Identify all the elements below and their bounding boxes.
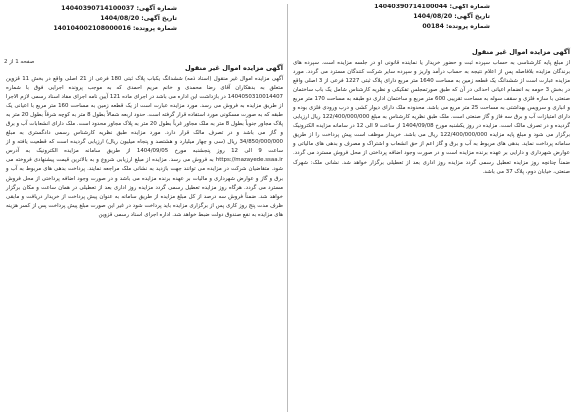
left-notice-meta [53,4,177,34]
right-notice-body: از مبلغ پایه کارشناسی به حساب سپرده ثبت و حضور خریدار یا نماینده قانونی او در جلسه مزایده است. سپرده های برندگان مزایده بلافاصله پس از اعلام نتیجه به حساب درآمد واریز و سپرده سایر شرکت کنندگان مسترد می گردد. مورد مزایده عبارت است از ششدانگ یک قطعه زمین به مساحت 1640 متر مربع دارای پلاک ثبتی 1227 فرعی از 3 اصلی واقع در بخش 3 حومه به انضمام اعیانی احداثی در آن که طبق صورتمجلس تفکیکی و نظریه کارشناس شامل یک باب ساختمان صنعتی با سازه فلزی و سقف سوله به مساحت تقریبی 600 متر مربع و ساختمان اداری دو طبقه به مساحت 170 متر مربع و انباری و سرویس بهداشتی به مساحت 25 متر مربع می باشد. محدوده ملک دارای دیوار کشی و درب ورودی فلزی بوده و دارای امتیازات آب و برق سه فاز و گاز صنعتی است. ملک طبق نظریه کارشناس به مبلغ 122/400/000/000 ریال ارزیابی گردیده و در تصرف مالک است. مزایده در روز یکشنبه مورخ 1404/09/08 از ساعت 9 الی 12 در سامانه مزایده الکترونیک برگزار می شود و مبلغ پایه مزایده 122/400/000/000 ریال می باشد. خریدار موظف است پیش پرداخت را از طریق سامانه پرداخت نماید. بدهی های مربوط به آب و برق و گاز اعم از حق انشعاب و اشتراک و مصرف و بدهی های مالیاتی و عوارض شهرداری و دارایی بر عهده برنده مزایده است و در صورت وجود اضافه پرداختی از محل فروش مسترد می گردد. ضمناً چنانچه روز مزایده تعطیل رسمی گردد مزایده روز اداری بعد از تعطیلی برگزار خواهد شد. نشانی ملک: شهرک صنعتی، خیابان دوم، پلاک 37 می باشد. [293,60,571,175]
left-page-label: صفحه 1 از 2 [4,59,35,65]
left-notice-column [4,4,285,414]
right-notice-number: شماره آگهی: 14040390714100044 [374,4,490,10]
right-file-number: شماره پرونده: 00184 [422,23,490,30]
left-notice-number: شماره آگهی: 14040390714100037 [61,5,177,12]
left-notice-body: آگهی مزایده اموال غیر منقول (اسناد ذمه) ششدانگ یکباب پلاک ثبتی 180 فرعی از 21 اصلی واقع در بخش 11 قزوین متعلق به بدهکاران آقای رضا محمدی و خانم مریم احمدی که به موجب پرونده اجرایی فوق با شماره 1404050310014407 در بازداشت این اداره می باشد در اجرای ماده 121 آیین نامه اجرای مفاد اسناد رسمی لازم الاجرا از طریق مزایده به فروش می رسد. مورد مزایده عبارت است از یک قطعه زمین به مساحت 160 متر مربع با اعیانی یک طبقه که به صورت مسکونی مورد استفاده قرار گرفته است. حدود اربعه شمالاً بطول 8 متر به کوچه شرقاً بطول 20 متر به پلاک مجاور جنوباً بطول 8 متر به ملک مجاور غرباً بطول 20 متر به پلاک مجاور محدود است. ملک دارای انشعابات آب و برق و گاز می باشد و در تصرف مالک قرار دارد. مورد مزایده طبق نظریه کارشناس رسمی دادگستری به مبلغ 34/850/000/000 ریال (سی و چهار میلیارد و هشتصد و پنجاه میلیون ریال) ارزیابی گردیده است که قطعیت یافته و از ساعت 9 الی 12 روز پنجشنبه مورخ 1404/09/05 از طریق سامانه مزایده الکترونیک به آدرس https://mazayede.ssaa.ir به فروش می رسد. مزایده از مبلغ ارزیابی شروع و به بالاترین قیمت پیشنهادی فروخته می شود. متقاضیان شرکت در مزایده می توانند جهت بازدید به نشانی ملک مراجعه نمایند. پرداخت بدهی های مربوط به آب و برق و گاز و عوارض شهرداری و مالیات بر عهده برنده مزایده می باشد و در صورت وجود اضافه پرداختی از محل فروش مسترد می گردد. هرگاه روز مزایده تعطیل رسمی گردد مزایده روز اداری بعد از تعطیلی در همان ساعت و مکان برگزار خواهد شد. ضمناً فروش سه درصد از کل مبلغ مزایده از طریق سامانه به عنوان پیش پرداخت از خریدار دریافت و مابقی ظرف مدت پنج روز کاری پس از برگزاری مزایده باید پرداخت شود در غیر این صورت مبلغ پیش پرداخت پس از کسر هزینه های مزایده به نفع صندوق دولت ضبط خواهد شد. اداره اجرای اسناد رسمی قزوین [6,76,284,218]
right-notice-date: تاریخ آگهی: 1404/08/20 [413,13,490,20]
right-notice-title: آگهی مزایده اموال غیر منقول [471,48,570,56]
left-notice-date: تاریخ آگهی: 1404/08/20 [100,15,177,22]
left-notice-title: آگهی مزایده اموال غیر منقول [184,64,283,72]
column-divider [287,4,288,412]
right-notice-meta [374,4,490,32]
right-notice-column [291,4,572,414]
left-file-number: شماره پرونده: 140104002108000016 [53,25,177,32]
